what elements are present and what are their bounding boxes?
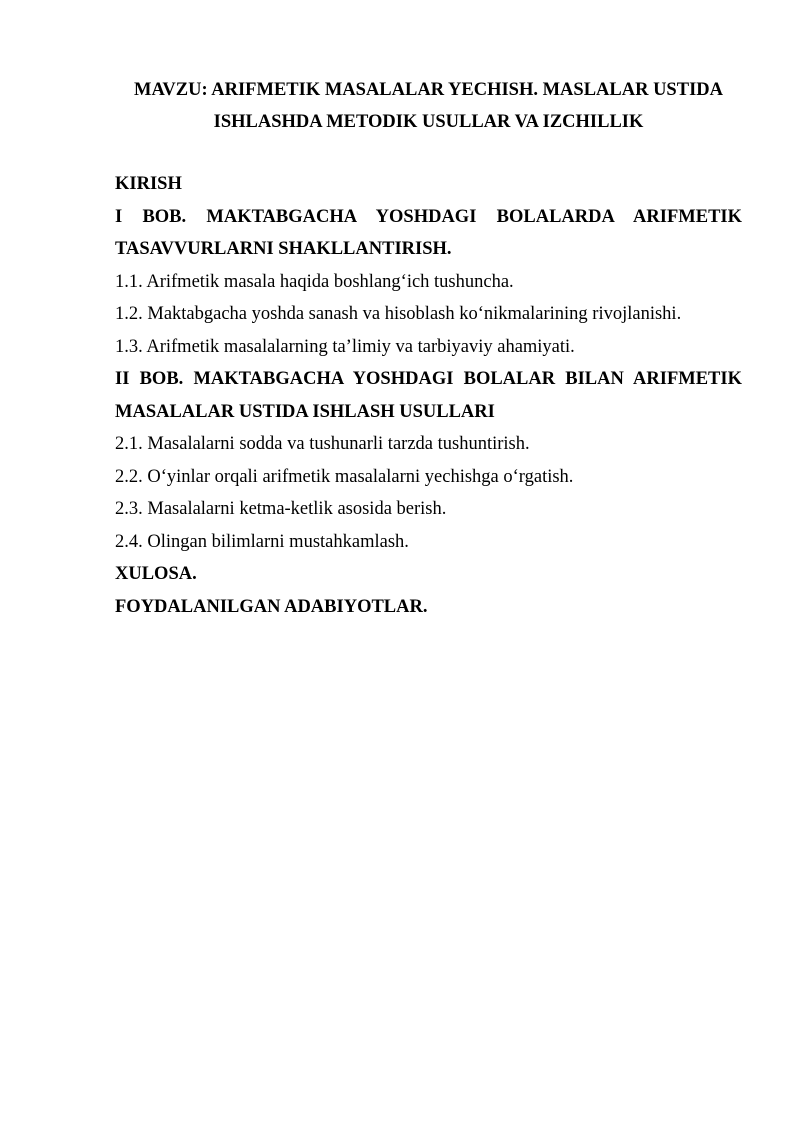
toc-section-2-4: 2.4. Olingan bilimlarni mustahkamlash. — [115, 531, 409, 552]
document-page — [115, 74, 742, 623]
title-line-1: MAVZU: ARIFMETIK MASALALAR YECHISH. MASLALAR USTIDA — [134, 80, 723, 100]
toc-references: FOYDALANILGAN ADABIYOTLAR. — [115, 596, 428, 617]
toc-chapter-1-line-1: I BOB. MAKTABGACHA YOSHDAGI BOLALARDA ARIFMETIK — [115, 206, 742, 227]
table-of-contents — [115, 168, 742, 623]
toc-chapter-1-line-2: TASAVVURLARNI SHAKLLANTIRISH. — [115, 239, 452, 259]
document-title — [115, 74, 742, 138]
toc-section-1-1: 1.1. Arifmetik masala haqida boshlang‘ich tushuncha. — [115, 271, 514, 292]
toc-section-1-2: 1.2. Maktabgacha yoshda sanash va hisoblash ko‘nikmalarining rivojlanishi. — [115, 304, 682, 324]
title-spacer — [115, 138, 742, 168]
toc-chapter-2-line-1: II BOB. MAKTABGACHA YOSHDAGI BOLALAR BILAN ARIFMETIK — [115, 369, 742, 389]
toc-conclusion: XULOSA. — [115, 564, 197, 584]
title-line-2: ISHLASHDA METODIK USULLAR VA IZCHILLIK — [213, 112, 644, 132]
toc-intro: KIRISH — [115, 174, 182, 194]
toc-chapter-2 — [115, 363, 742, 428]
toc-section-2-2: 2.2. O‘yinlar orqali arifmetik masalalarni yechishga o‘rgatish. — [115, 466, 574, 487]
toc-section-2-3: 2.3. Masalalarni ketma-ketlik asosida berish. — [115, 499, 447, 519]
toc-chapter-1 — [115, 201, 742, 266]
toc-chapter-2-line-2: MASALALAR USTIDA ISHLASH USULLARI — [115, 401, 495, 422]
toc-section-2-1: 2.1. Masalalarni sodda va tushunarli tarzda tushuntirish. — [115, 434, 530, 454]
toc-section-1-3: 1.3. Arifmetik masalalarning ta’limiy va tarbiyaviy ahamiyati. — [115, 336, 575, 357]
